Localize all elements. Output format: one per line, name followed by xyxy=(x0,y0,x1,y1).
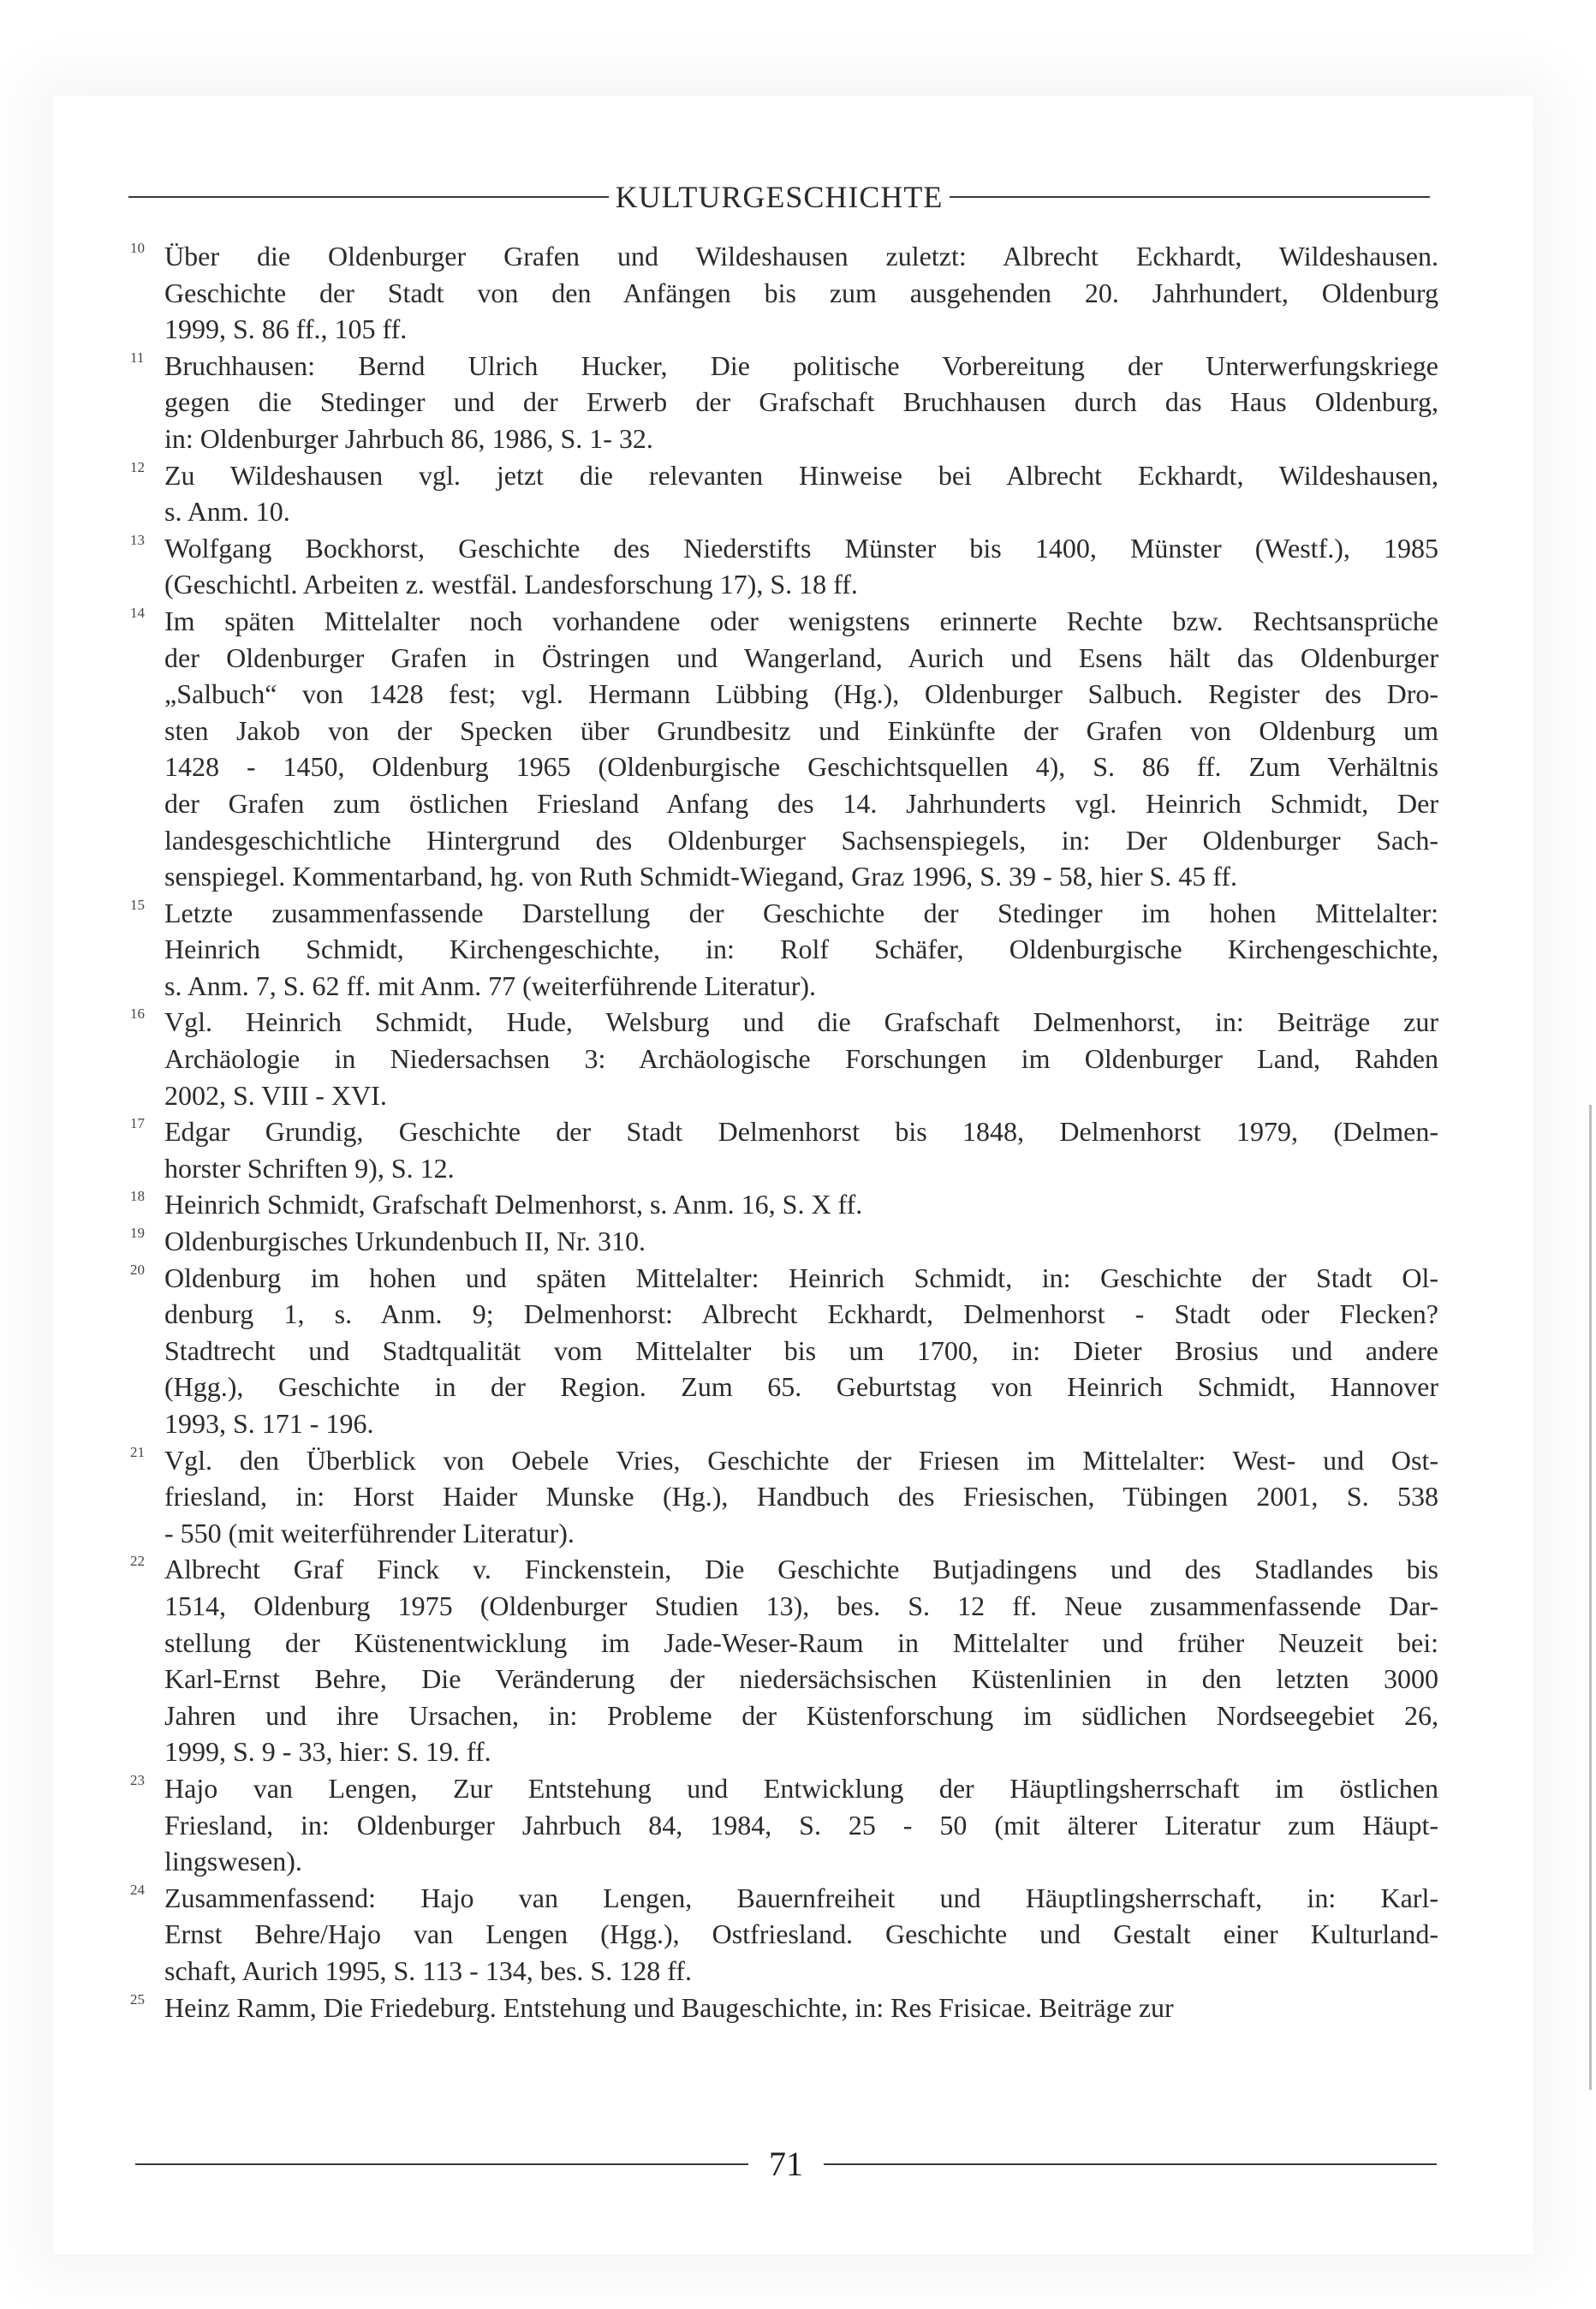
header-rule-right xyxy=(950,196,1430,198)
footnote-text-line: Oldenburgisches Urkundenbuch II, Nr. 310. xyxy=(164,1226,646,1257)
footnote xyxy=(130,1186,1438,1223)
footnote-text-line: Hajo van Lengen, Zur Entstehung und Entwicklung der Häuptlingsherrschaft im östlichen xyxy=(164,1772,1438,1804)
footnote-number: 21 xyxy=(130,1443,145,1460)
footnote-text-line: Friesland, in: Oldenburger Jahrbuch 84, 1984, S. 25 - 50 (mit älterer Literatur zum Häupt- xyxy=(164,1809,1438,1841)
footnote-number: 20 xyxy=(130,1261,145,1278)
page-number: 71 xyxy=(769,2145,803,2183)
footnote-text-line: 1428 - 1450, Oldenburg 1965 (Oldenburgische Geschichtsquellen 4), S. 86 ff. Zum Verhältnis xyxy=(164,751,1438,783)
footnote-text-line: Albrecht Graf Finck v. Finckenstein, Die Geschichte Butjadingens und des Stadlandes bis xyxy=(164,1554,1438,1585)
footnote-number: 10 xyxy=(130,240,145,256)
footnote-text-line: Edgar Grundig, Geschichte der Stadt Delmenhorst bis 1848, Delmenhorst 1979, (Delmen- xyxy=(164,1116,1438,1148)
footnote-text-line: denburg 1, s. Anm. 9; Delmenhorst: Albrecht Eckhardt, Delmenhorst - Stadt oder Flecken? xyxy=(164,1298,1438,1330)
footnote-text-line: horster Schriften 9), S. 12. xyxy=(164,1152,455,1184)
footnote xyxy=(130,1004,1438,1113)
footnote-text-line: Heinz Ramm, Die Friedeburg. Entstehung und Baugeschichte, in: Res Frisicae. Beiträge zur xyxy=(164,1991,1174,2023)
footnote xyxy=(130,530,1438,603)
footnote-number: 16 xyxy=(130,1005,145,1023)
footnote-text-line: Geschichte der Stadt von den Anfängen bis zum ausgehenden 20. Jahrhundert, Oldenburg xyxy=(164,277,1438,308)
footnote xyxy=(130,1551,1438,1770)
footnote xyxy=(130,457,1438,530)
footnote-text-line: (Geschichtl. Arbeiten z. westfäl. Landesforschung 17), S. 18 ff. xyxy=(164,569,858,600)
page-footer xyxy=(135,2143,1437,2186)
footnote-text-line: s. Anm. 10. xyxy=(164,496,290,528)
running-header xyxy=(128,178,1430,216)
footnote-number: 23 xyxy=(130,1771,145,1788)
footnote-text-line: Im späten Mittelalter noch vorhandene oder wenigstens erinnerte Rechte bzw. Rechtsansprüche xyxy=(164,605,1438,636)
footnote-text-line: Zu Wildeshausen vgl. jetzt die relevanten Hinweise bei Albrecht Eckhardt, Wildeshausen, xyxy=(164,459,1438,491)
footnote-text-line: 1999, S. 9 - 33, hier: S. 19. ff. xyxy=(164,1736,491,1768)
footnote xyxy=(130,1113,1438,1186)
footnote-text-line: Letzte zusammenfassende Darstellung der Geschichte der Stedinger im hohen Mittelalter: xyxy=(164,897,1438,928)
footnote-text-line: 2002, S. VIII - XVI. xyxy=(164,1079,387,1111)
footnote-number: 19 xyxy=(130,1225,145,1242)
footnote-text-line: 1999, S. 86 ff., 105 ff. xyxy=(164,313,408,345)
footnote-text-line: Heinrich Schmidt, Grafschaft Delmenhorst, s. Anm. 16, S. X ff. xyxy=(164,1189,863,1220)
footnote-text-line: gegen die Stedinger und der Erwerb der Grafschaft Bruchhausen durch das Haus Oldenburg, xyxy=(164,386,1438,418)
footnote-number: 25 xyxy=(130,1990,145,2008)
footnote-text-line: Vgl. den Überblick von Oebele Vries, Geschichte der Friesen im Mittelalter: West- und Ost- xyxy=(164,1444,1438,1476)
footnote-text-line: schaft, Aurich 1995, S. 113 - 134, bes. S. 128 ff. xyxy=(164,1954,692,1986)
footnote xyxy=(130,1260,1438,1442)
footnote-number: 12 xyxy=(130,458,145,475)
footnote-number: 15 xyxy=(130,896,145,913)
footnote-text-line: der Grafen zum östlichen Friesland Anfang des 14. Jahrhunderts vgl. Heinrich Schmidt, Der xyxy=(164,787,1438,819)
footnote-text-line: Archäologie in Niedersachsen 3: Archäologische Forschungen im Oldenburger Land, Rahden xyxy=(164,1043,1438,1075)
footnote-text-line: „Salbuch“ von 1428 fest; vgl. Hermann Lübbing (Hg.), Oldenburger Salbuch. Register des Dro- xyxy=(164,678,1438,710)
footnote-text-line: landesgeschichtliche Hintergrund des Oldenburger Sachsenspiegels, in: Der Oldenburger Sach- xyxy=(164,824,1438,856)
footnote xyxy=(130,603,1438,895)
footnote-text-line: Ernst Behre/Hajo van Lengen (Hgg.), Ostfriesland. Geschichte und Gestalt einer Kulturland- xyxy=(164,1918,1438,1950)
footnote-text-line: in: Oldenburger Jahrbuch 86, 1986, S. 1- 32. xyxy=(164,422,653,454)
footnote xyxy=(130,1880,1438,1990)
footnote-number: 11 xyxy=(130,349,145,366)
footnote-text-line: lingswesen). xyxy=(164,1846,302,1877)
footer-rule-left xyxy=(135,2163,748,2165)
footnote-number: 18 xyxy=(130,1188,145,1205)
footnote-text-line: senspiegel. Kommentarband, hg. von Ruth Schmidt-Wiegand, Graz 1996, S. 39 - 58, hier S. 45 ff. xyxy=(164,861,1238,892)
footnote xyxy=(130,348,1438,457)
footnote-number: 13 xyxy=(130,531,145,548)
footnote-number: 24 xyxy=(130,1881,145,1898)
footnote-text-line: Karl-Ernst Behre, Die Veränderung der niedersächsischen Küstenlinien in den letzten 3000 xyxy=(164,1663,1438,1695)
footnote-text-line: 1514, Oldenburg 1975 (Oldenburger Studien 13), bes. S. 12 ff. Neue zusammenfassende Dar- xyxy=(164,1590,1438,1621)
footnote-text-line: friesland, in: Horst Haider Munske (Hg.), Handbuch des Friesischen, Tübingen 2001, S. 538 xyxy=(164,1481,1438,1512)
footnote xyxy=(130,1990,1438,2026)
footnote-text-line: Stadtrecht und Stadtqualität vom Mittelalter bis um 1700, in: Dieter Brosius und andere xyxy=(164,1334,1438,1366)
footnotes-list xyxy=(130,238,1438,2026)
footnote-text-line: sten Jakob von der Specken über Grundbesitz und Einkünfte der Grafen von Oldenburg um xyxy=(164,714,1438,746)
footnote-text-line: - 550 (mit weiterführender Literatur). xyxy=(164,1517,575,1548)
scan-edge-line xyxy=(1589,1105,1592,2090)
footnote-text-line: stellung der Küstenentwicklung im Jade-Weser-Raum in Mittelalter und früher Neuzeit bei: xyxy=(164,1626,1438,1658)
footnote-text-line: Wolfgang Bockhorst, Geschichte des Niederstifts Münster bis 1400, Münster (Westf.), 1985 xyxy=(164,532,1438,564)
footnote xyxy=(130,1770,1438,1880)
footnote-number: 14 xyxy=(130,604,145,621)
footnote-text-line: Heinrich Schmidt, Kirchengeschichte, in: Rolf Schäfer, Oldenburgische Kirchengeschichte, xyxy=(164,934,1438,965)
footnote-text-line: Über die Oldenburger Grafen und Wildeshausen zuletzt: Albrecht Eckhardt, Wildeshausen. xyxy=(164,241,1438,271)
footnote xyxy=(130,1223,1438,1260)
footnote-text-line: der Oldenburger Grafen in Östringen und Wangerland, Aurich und Esens hält das Oldenburger xyxy=(164,641,1438,673)
header-rule-left xyxy=(128,196,609,198)
footnote-text-line: Bruchhausen: Bernd Ulrich Hucker, Die politische Vorbereitung der Unterwerfungskriege xyxy=(164,349,1438,381)
footer-rule-right xyxy=(824,2163,1437,2165)
footnote-text-line: Jahren und ihre Ursachen, in: Probleme der Küstenforschung im südlichen Nordseegebiet 26, xyxy=(164,1699,1438,1731)
footnote xyxy=(130,895,1438,1005)
footnote-text-line: Oldenburg im hohen und späten Mittelalter: Heinrich Schmidt, in: Geschichte der Stadt Ol- xyxy=(164,1262,1438,1293)
footnote xyxy=(130,238,1438,348)
footnote-number: 22 xyxy=(130,1553,145,1570)
footnote-text-line: Vgl. Heinrich Schmidt, Hude, Welsburg und die Grafschaft Delmenhorst, in: Beiträge zur xyxy=(164,1006,1438,1038)
footnote-text-line: (Hgg.), Geschichte in der Region. Zum 65. Geburtstag von Heinrich Schmidt, Hannover xyxy=(164,1371,1438,1403)
footnote-text-line: s. Anm. 7, S. 62 ff. mit Anm. 77 (weiterführende Literatur). xyxy=(164,970,817,1001)
footnote-text-line: 1993, S. 171 - 196. xyxy=(164,1408,374,1439)
footnote-text-line: Zusammenfassend: Hajo van Lengen, Bauernfreiheit und Häuptlingsherrschaft, in: Karl- xyxy=(164,1882,1438,1913)
footnote xyxy=(130,1442,1438,1552)
running-header-title: KULTURGESCHICHTE xyxy=(615,180,944,214)
footnote-number: 17 xyxy=(130,1115,145,1132)
